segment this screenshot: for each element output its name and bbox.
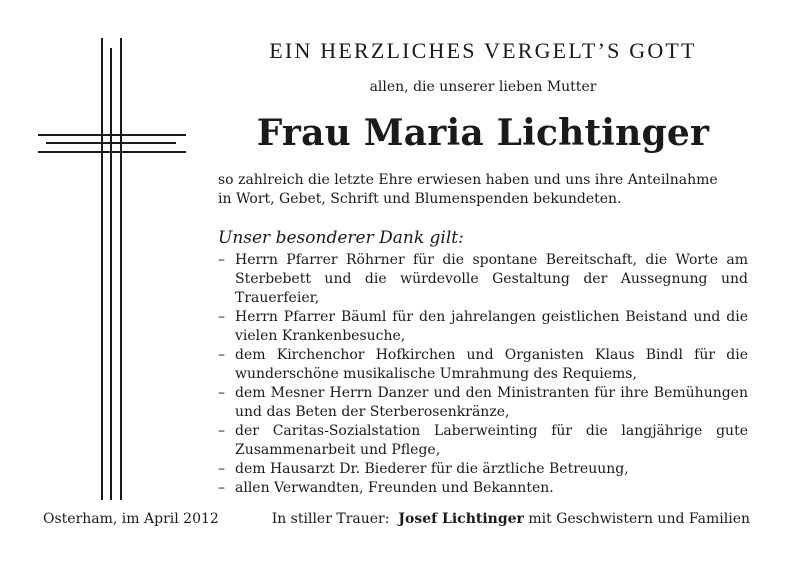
mourners-line [272,511,750,527]
list-item-text: dem Kirchenchor Hofkirchen und Organisten Klaus Bindl für die wunderschöne musikalische Umrahmung des Requiems, [235,347,748,382]
list-item-text: der Caritas-Sozialstation Laberweinting für die langjährige gute Zusammenarbeit und Pflege, [235,423,748,458]
list-dash: – [218,385,225,401]
mourning-label: In stiller Trauer: [271,511,390,527]
cross-icon [38,38,186,500]
place-date: Osterham, im April 2012 [43,511,219,527]
mourner-suffix: mit Geschwistern und Familien [528,511,750,527]
list-dash: – [218,252,225,268]
mourner-name: Josef Lichtinger [398,511,524,527]
list-dash: – [218,461,225,477]
list-item-text: dem Hausarzt Dr. Biederer für die ärztliche Betreuung, [235,461,629,477]
body-line: in Wort, Gebet, Schrift und Blumenspenden bekundeten. [218,191,622,207]
list-item [218,422,748,460]
thanks-title: Unser besonderer Dank gilt: [218,228,464,248]
list-item [218,251,748,308]
list-item-text: Herrn Pfarrer Bäuml für den jahrelangen geistlichen Beistand und die vielen Krankenbesuche, [235,309,748,344]
list-item-text: Herrn Pfarrer Röhrner für die spontane Bereitschaft, die Worte am Sterbebett und die würdevolle Gestaltung der Aussegnung und Trauerfeier, [235,252,748,306]
list-item-text: dem Mesner Herrn Danzer und den Ministranten für ihre Bemühungen und das Beten der Sterberosenkränze, [235,385,748,420]
list-item [218,346,748,384]
list-item [218,384,748,422]
body-line: so zahlreich die letzte Ehre erwiesen haben und uns ihre Anteilnahme [218,172,718,188]
list-item [218,460,748,479]
list-dash: – [218,347,225,363]
notice-heading: EIN HERZLICHES VERGELT’S GOTT [269,38,697,63]
list-item-text: allen Verwandten, Freunden und Bekannten. [235,480,554,496]
list-item [218,308,748,346]
notice-body [218,171,748,209]
deceased-name: Frau Maria Lichtinger [256,112,710,154]
list-dash: – [218,480,225,496]
list-dash: – [218,309,225,325]
thanks-list [218,251,748,498]
list-dash: – [218,423,225,439]
list-item [218,479,748,498]
notice-intro: allen, die unserer lieben Mutter [369,79,597,95]
